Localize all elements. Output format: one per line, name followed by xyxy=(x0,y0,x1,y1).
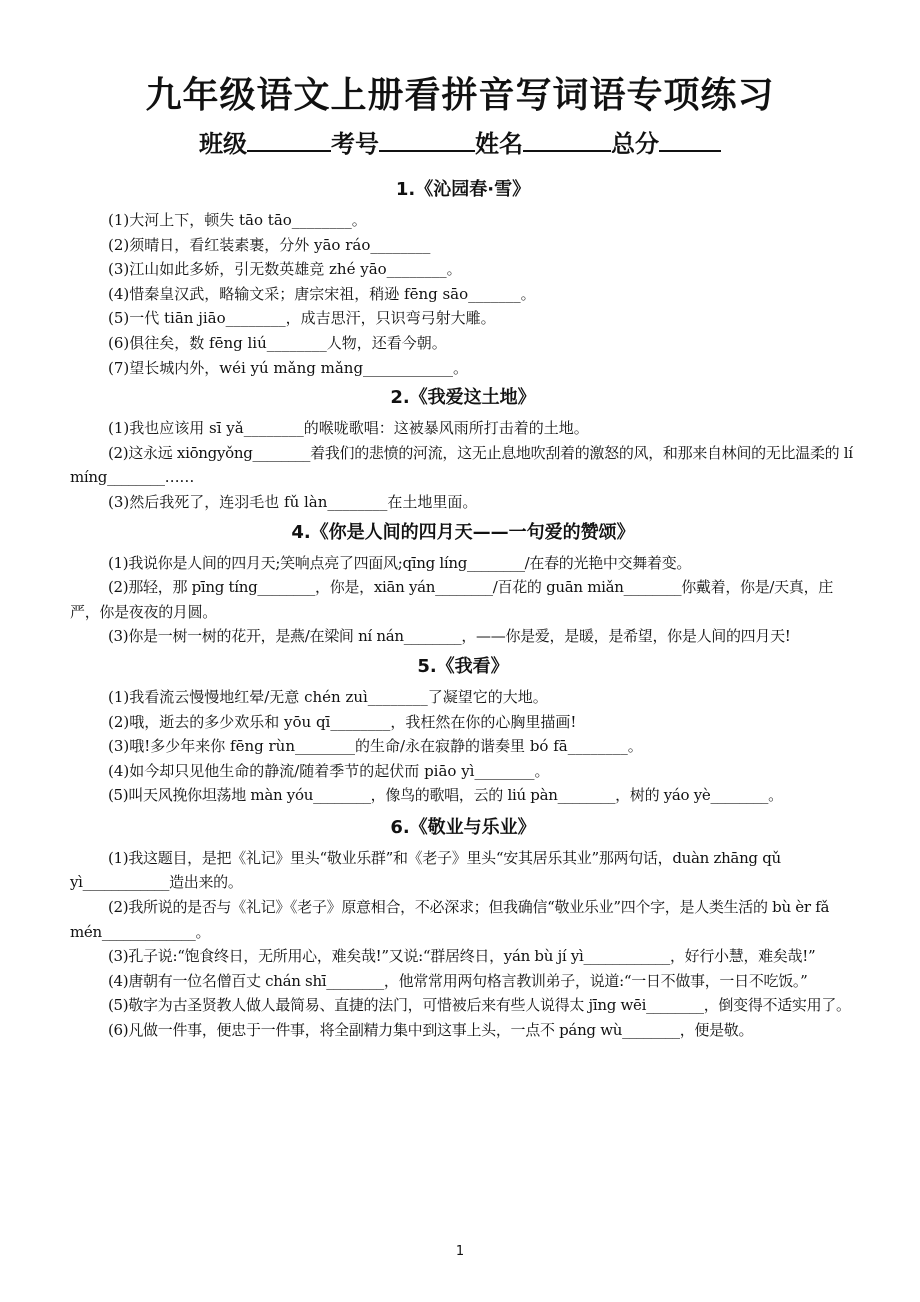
score-label: 总分 xyxy=(611,130,659,158)
exercise-item: (5)叫天风挽你坦荡地 màn yóu________，像鸟的歌唱，云的 liú pàn________，树的 yáo yè________。 xyxy=(108,786,783,805)
exercise-item: (1)我这题目，是把《礼记》里头“敬业乐群”和《老子》里头“安其居乐其业”那两句话，duàn zhāng qǔ yì____________造出来的。 xyxy=(70,848,786,892)
worksheet-title: 九年级语文上册看拼音写词语专项练习 xyxy=(145,75,775,116)
exercise-item: (1)我也应该用 sī yǎ________的喉咙歌唱：这被暴风雨所打击着的土地。 xyxy=(108,419,589,438)
exercise-item: (3)你是一树一树的花开，是燕/在梁间 ní nán________，——你是爱，是暖，是希望，你是人间的四月天! xyxy=(108,627,791,646)
exercise-item: (2)须晴日，看红装素裹，分外 yāo ráo________ xyxy=(108,235,431,254)
section-jingye-yu-leye xyxy=(70,814,856,1043)
name-label: 姓名 xyxy=(475,130,523,158)
exercise-item: (5)一代 tiān jiāo________，成吉思汗，只识弯弓射大雕。 xyxy=(108,309,496,328)
section-wo-kan xyxy=(70,653,856,808)
section-heading: 5.《我看》 xyxy=(417,655,509,677)
exercise-item: (1)我看流云慢慢地红晕/无意 chén zuì________了凝望它的大地。 xyxy=(108,687,548,706)
exercise-item: (4)唐朝有一位名僧百丈 chán shī________，他常常用两句格言教训弟子，说道:“一日不做事，一日不吃饭。” xyxy=(108,971,808,990)
class-label: 班级 xyxy=(199,130,247,158)
exercise-item: (4)如今却只见他生命的静流/随着季节的起伏而 piāo yì________。 xyxy=(108,761,550,780)
exercise-item: (4)惜秦皇汉武，略输文采；唐宗宋祖，稍逊 fēng sāo_______。 xyxy=(108,284,536,303)
exercise-item: (3)然后我死了，连羽毛也 fǔ làn________在土地里面。 xyxy=(108,492,478,511)
exercise-item: (2)这永远 xiōngyǒng________着我们的悲愤的河流，这无止息地吹刮着的激怒的风，和那来自林间的无比温柔的 lí míng________…… xyxy=(70,443,858,487)
exercise-item: (3)哦!多少年来你 fēng rùn________的生命/永在寂静的谐奏里 bó fā________。 xyxy=(108,737,643,756)
exercise-item: (7)望长城内外，wéi yú mǎng mǎng____________。 xyxy=(108,358,469,377)
score-blank[interactable] xyxy=(659,128,721,152)
page-number: 1 xyxy=(455,1244,465,1259)
class-blank[interactable] xyxy=(247,128,331,152)
section-heading: 4.《你是人间的四月天——一句爱的赞颂》 xyxy=(291,521,635,543)
name-blank[interactable] xyxy=(523,128,611,152)
section-siyuetian xyxy=(70,519,856,649)
exercise-item: (2)那轻，那 pīng tíng________，你是，xiān yán________/百花的 guān miǎn________你戴着，你是/天真，庄严，你是夜夜的月圆。 xyxy=(70,578,833,621)
exercise-item: (1)我说你是人间的四月天;笑响点亮了四面风;qīng líng________/在春的光艳中交舞着变。 xyxy=(108,553,692,572)
exercise-item: (2)我所说的是否与《礼记》《老子》原意相合，不必深求；但我确信“敬业乐业”四个字，是人类生活的 bù èr fǎ mén_____________。 xyxy=(70,898,834,941)
section-qinyuanchun xyxy=(70,176,856,380)
section-heading: 2.《我爱这土地》 xyxy=(390,387,536,409)
exercise-content xyxy=(70,176,856,1043)
exercise-item: (6)凡做一件事，便忠于一件事，将全副精力集中到这事上头，一点不 páng wù________，便是敬。 xyxy=(108,1021,754,1040)
exercise-item: (3)孔子说:“饱食终日，无所用心，难矣哉!”又说:“群居终日，yán bù jí yì____________，好行小慧，难矣哉!” xyxy=(108,947,816,966)
section-heading: 1.《沁园春·雪》 xyxy=(395,179,531,200)
student-info-row xyxy=(0,125,920,163)
exercise-item: (3)江山如此多娇，引无数英雄竞 zhé yāo________。 xyxy=(108,260,462,279)
section-wo-ai-zhe-tudi xyxy=(70,384,856,514)
exam-number-label: 考号 xyxy=(331,130,379,158)
exercise-item: (1)大河上下，顿失 tāo tāo________。 xyxy=(108,211,367,229)
exam-number-blank[interactable] xyxy=(379,128,475,152)
exercise-item: (5)敬字为古圣贤教人做人最简易、直捷的法门，可惜被后来有些人说得太 jīng wēi________，倒变得不适实用了。 xyxy=(108,996,851,1015)
exercise-item: (6)俱往矣，数 fēng liú________人物，还看今朝。 xyxy=(108,333,447,352)
exercise-item: (2)哦，逝去的多少欢乐和 yōu qī________，我枉然在你的心胸里描画! xyxy=(108,712,577,731)
section-heading: 6.《敬业与乐业》 xyxy=(390,816,536,838)
